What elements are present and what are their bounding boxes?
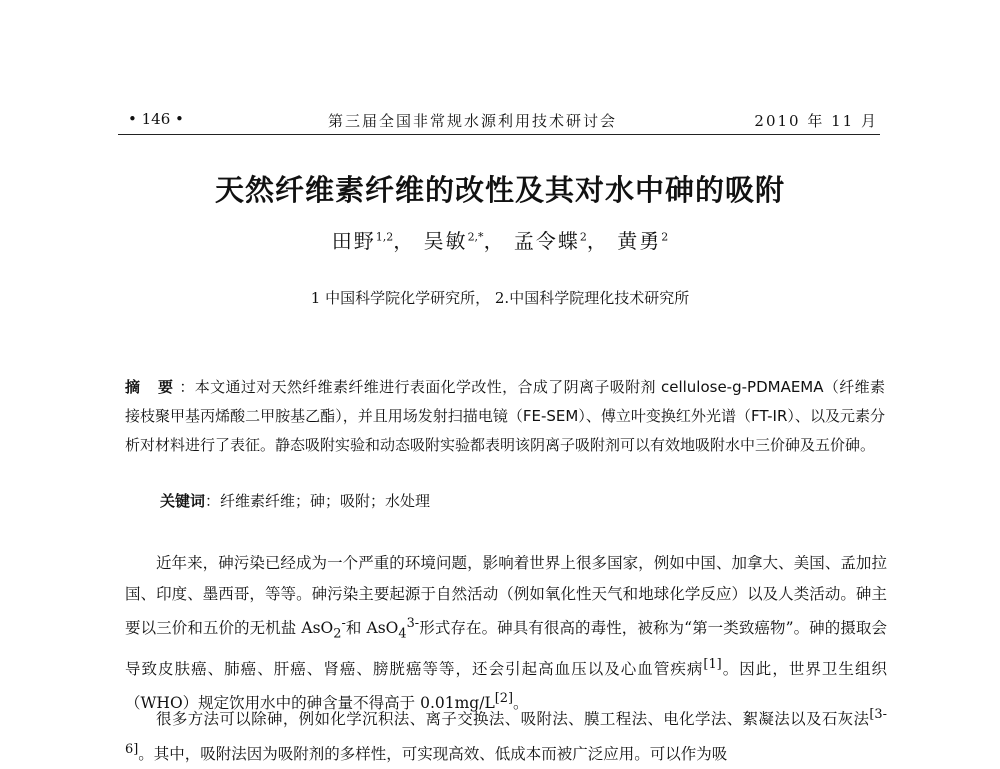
text-run: 和 AsO xyxy=(345,619,399,638)
author-name: 黄勇 xyxy=(617,229,662,253)
superscript: 3- xyxy=(406,616,420,631)
issue-date: 2010 年 11 月 xyxy=(754,112,878,130)
citation: [2] xyxy=(494,691,514,707)
conference-name: 第三届全国非常规水源利用技术研讨会 xyxy=(328,112,618,130)
text-run: 。因此，世界卫生组织（WHO）规定饮用水中的砷含量不得高于 0.01mg/L xyxy=(125,659,887,713)
text-run: 。其中，吸附法因为吸附剂的多样性，可实现高效、低成本而被广泛应用。可以作为吸 xyxy=(138,744,728,763)
author-separator: ， xyxy=(586,229,609,253)
author-separator: ， xyxy=(483,229,506,253)
author-affiliation-mark: 2 xyxy=(579,230,587,244)
author-list xyxy=(0,225,1000,254)
text-run: 。 xyxy=(513,694,529,713)
keywords-text: ：纤维素纤维；砷；吸附；水处理 xyxy=(205,492,431,510)
keywords xyxy=(160,487,880,516)
text-run: 很多方法可以除砷，例如化学沉积法、离子交换法、吸附法、膜工程法、电化学法、絮凝法以及石灰法 xyxy=(156,710,870,729)
citation: [3-6] xyxy=(125,707,887,757)
author-name: 孟令蝶 xyxy=(513,229,580,253)
author-name: 吴敏 xyxy=(423,229,468,253)
text-run: 形式存在。砷具有很高的毒性，被称为“第一类致癌物”。砷的摄取会导致皮肤癌、肺癌、肝癌、肾癌、膀胱癌等等，还会引起高血压以及心血管疾病 xyxy=(125,619,887,678)
abstract xyxy=(125,373,885,460)
running-header xyxy=(118,108,880,135)
author-name: 田野 xyxy=(331,229,376,253)
superscript: - xyxy=(341,616,346,631)
page-number: • 146 • xyxy=(128,110,184,128)
subscript: 2 xyxy=(333,626,342,642)
author-separator: ， xyxy=(393,229,416,253)
text-run: 近年来，砷污染已经成为一个严重的环境问题，影响着世界上很多国家，例如中国、加拿大、美国、孟加拉国、印度、墨西哥，等等。砷污染主要起源于自然活动（例如氧化性天气和地球化学反应）以及人类活动。砷主要以三价和五价的无机盐 AsO xyxy=(125,554,887,638)
author-affiliation-mark: 2 xyxy=(661,230,669,244)
affiliations: 1 中国科学院化学研究所， 2.中国科学院理化技术研究所 xyxy=(310,289,690,307)
body-paragraph-1 xyxy=(125,548,887,719)
author-affiliation-mark: 2,* xyxy=(467,230,484,244)
keywords-label: 关键词 xyxy=(160,492,206,510)
paper-title: 天然纤维素纤维的改性及其对水中砷的吸附 xyxy=(214,173,785,207)
abstract-label: 摘 要 xyxy=(125,378,180,396)
subscript: 4 xyxy=(398,626,407,642)
body-paragraph-2 xyxy=(125,700,887,769)
citation: [1] xyxy=(703,656,722,672)
author-affiliation-mark: 1,2 xyxy=(375,230,394,244)
abstract-text: ：本文通过对天然纤维素纤维进行表面化学改性，合成了阴离子吸附剂 cellulose-g-PDMAEMA（纤维素接枝聚甲基丙烯酸二甲胺基乙酯），并且用场发射扫描电镜（FE-SEM）、傅立叶变换红外光谱（FT-IR）、以及元素分析对材料进行了表征。静态吸附实验和动态吸附实验都表明该阴离子吸附剂可以有效地吸附水中三价砷及五价砷。 xyxy=(125,378,885,454)
